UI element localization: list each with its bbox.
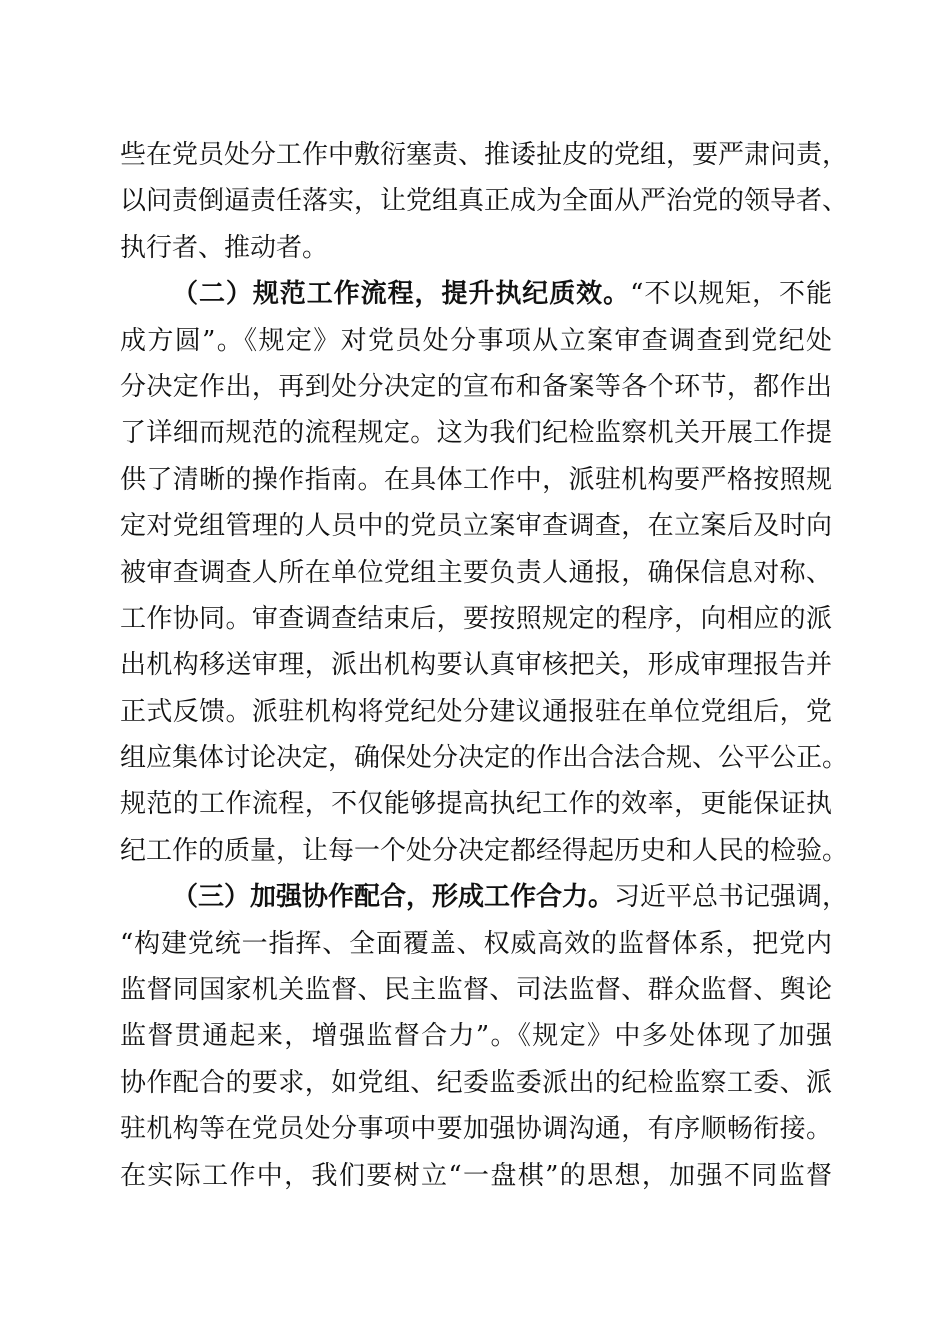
- section-heading-line: （二）规范工作流程，提升执纪质效。“不以规矩，不能: [172, 279, 832, 310]
- paragraph-line: 纪工作的质量，让每一个处分决定都经得起历史和人民的检验。: [120, 835, 849, 866]
- section-heading-2: （二）规范工作流程，提升执纪质效。: [172, 279, 631, 310]
- paragraph-line: 出机构移送审理，派出机构要认真审核把关，形成审理报告并: [120, 650, 832, 681]
- paragraph-line: 监督贯通起来，增强监督合力”。《规定》中多处体现了加强: [120, 1021, 832, 1052]
- paragraph-line: 组应集体讨论决定，确保处分决定的作出合法合规、公平公正。: [120, 743, 849, 774]
- paragraph-line: 驻机构等在党员处分事项中要加强协调沟通，有序顺畅衔接。: [120, 1114, 832, 1145]
- paragraph-line: 工作协同。审查调查结束后，要按照规定的程序，向相应的派: [120, 603, 832, 634]
- paragraph-line: 执行者、推动者。: [120, 232, 329, 263]
- paragraph-line: 定对党组管理的人员中的党员立案审查调查，在立案后及时向: [120, 511, 832, 542]
- paragraph-line: 以问责倒逼责任落实，让党组真正成为全面从严治党的领导者、: [120, 186, 849, 217]
- paragraph-line: 在实际工作中，我们要树立“一盘棋”的思想，加强不同监督: [120, 1160, 832, 1191]
- document-body: [120, 132, 849, 1199]
- section-heading-line: （三）加强协作配合，形成工作合力。习近平总书记强调，: [172, 882, 849, 913]
- paragraph-line: 些在党员处分工作中敷衍塞责、推诿扯皮的党组，要严肃问责，: [120, 140, 849, 170]
- section-heading-3: （三）加强协作配合，形成工作合力。: [172, 882, 615, 913]
- paragraph-line: 规范的工作流程，不仅能够提高执纪工作的效率，更能保证执: [120, 789, 832, 820]
- paragraph-line: 了详细而规范的流程规定。这为我们纪检监察机关开展工作提: [120, 418, 832, 449]
- paragraph-line: 被审查调查人所在单位党组主要负责人通报，确保信息对称、: [120, 557, 832, 588]
- paragraph-line: 协作配合的要求，如党组、纪委监委派出的纪检监察工委、派: [120, 1067, 832, 1098]
- paragraph-line: 正式反馈。派驻机构将党纪处分建议通报驻在单位党组后，党: [120, 696, 832, 727]
- paragraph-line: 监督同国家机关监督、民主监督、司法监督、群众监督、舆论: [120, 975, 832, 1006]
- paragraph-line: 供了清晰的操作指南。在具体工作中，派驻机构要严格按照规: [120, 464, 832, 495]
- paragraph-line: 成方圆”。《规定》对党员处分事项从立案审查调查到党纪处: [120, 325, 832, 356]
- paragraph-line: 分决定作出，再到处分决定的宣布和备案等各个环节，都作出: [120, 371, 832, 402]
- paragraph-line: “构建党统一指挥、全面覆盖、权威高效的监督体系，把党内: [120, 928, 832, 959]
